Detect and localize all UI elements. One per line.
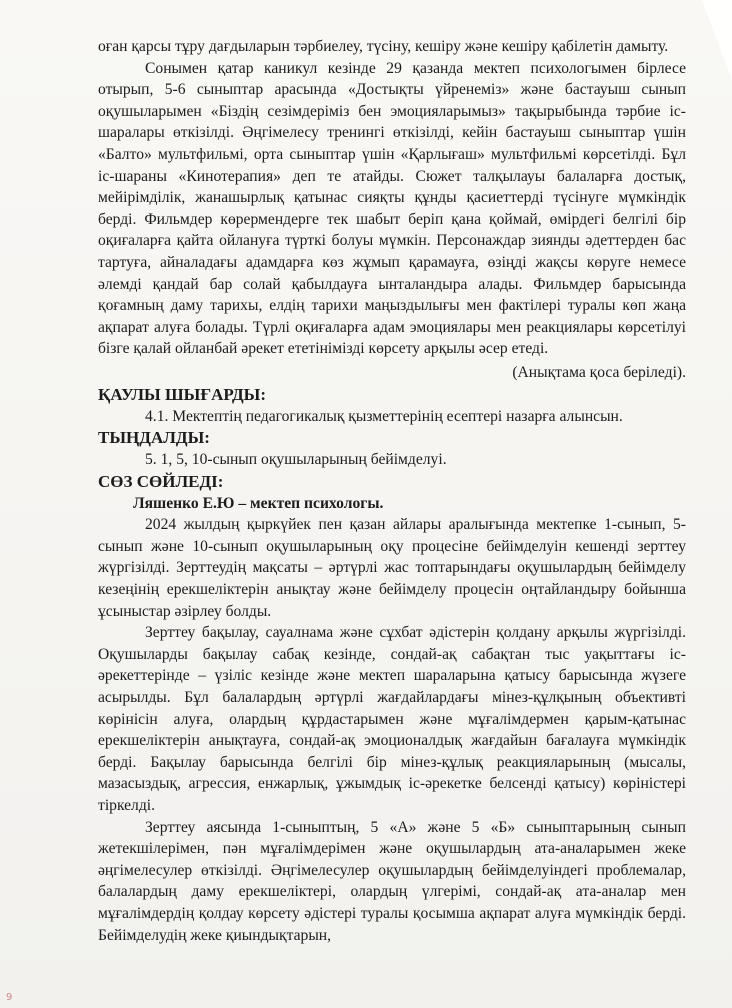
paragraph-interviews: Зерттеу аясында 1-сыныптың, 5 «А» және 5 «Б» сыныптарының сынып жетекшілерімен, пән мұғалімдерімен және оқушылардың ата-аналарымен жеке әңгімелесулер өткізілді. Әңгімелесулер оқушылардың бейімделуіндегі проблемалар, балалардың даму ерекшеліктері, олардың үлгерімі, сондай-ақ ата-аналар мен мұғалімдердің қолдау көрсету әдістері туралы қосымша ақпарат алуға мүмкіндік берді. Бейімделудің жеке қиындықтарын, xyxy=(98,818,686,944)
paragraph-study: 2024 жылдың қыркүйек пен қазан айлары аралығында мектепке 1-сынып, 5-сынып және 10-сынып оқушыларының оқу процесіне бейімделуін кешенді зерттеу жүргізілді. Зерттеудің мақсаты – әртүрлі жас топтарындағы оқушылардың бейімделу кезеңінің ерекшеліктерін анықтау және бейімделу процесін оңтайландыру бойынша ұсыныстар әзірлеу болды. xyxy=(98,516,686,620)
document-body xyxy=(98,36,686,946)
speaker-name: Ляшенко Е.Ю – мектеп психологы. xyxy=(133,494,384,512)
page-corner-fold xyxy=(702,0,732,80)
decision-item-4-1: 4.1. Мектептің педагогикалық қызметтерінің есептері назарға алынсын. xyxy=(145,407,623,425)
margin-mark: 9 xyxy=(6,992,13,1003)
agenda-item-5: 5. 1, 5, 10-сынып оқушыларының бейімделуі. xyxy=(145,451,447,469)
heading-listened: ТЫҢДАЛДЫ: xyxy=(98,428,210,448)
attachment-note: (Анықтама қоса беріледі). xyxy=(512,363,686,381)
heading-spoke: СӨЗ СӨЙЛЕДІ: xyxy=(98,471,224,491)
heading-decided: ҚАУЛЫ ШЫҒАРДЫ: xyxy=(98,384,267,404)
paragraph-methods: Зерттеу бақылау, сауалнама және сұхбат әдістерін қолдану арқылы жүргізілді. Оқушыларды бақылау сабақ кезінде, сондай-ақ сабақтан тыс уақыттағы іс-әрекеттерінде – үзіліс кезінде және мектеп шараларына қатысу барысында жүзеге асырылды. Бұл балалардың әртүрлі жағдайлардағы мінез-құлқының объективті көрінісін алуға, олардың құрдастарымен және мұғалімдермен қарым-қатынас ерекшеліктерін анықтауға, сондай-ақ эмоционалдық жағдайын бағалауға мүмкіндік берді. Бақылау барысында белгілі бір мінез-құлық реакцияларының (мысалы, мазасыздық, агрессия, енжарлық, ұжымдық іс-әрекетке белсенді қатысу) көріністері тіркелді. xyxy=(98,624,686,814)
paragraph-events: Сонымен қатар каникул кезінде 29 қазанда мектеп психологымен бірлесе отырып, 5-6 сыныптар арасында «Достықты үйренеміз» және бастауыш сынып оқушыларымен «Біздің сезімдеріміз бен эмоцияларымыз» тақырыбында тәрбие іс-шаралары өткізілді. Әңгімелесу тренингі өткізілді, кейін бастауыш сыныптар үшін «Балто» мультфильмі, орта сыныптар үшін «Қарлығаш» мультфильмі көрсетілді. Бұл іс-шараны «Кинотерапия» деп те атайды. Сюжет талқылауы балаларға достық, мейірімділік, жанашырлық қатынас сияқты құнды қасиеттерді түсінуге мүмкіндік берді. Фильмдер көрермендерге тек шабыт беріп қана қоймай, өмірдегі белгілі бір оқиғаларға қайта ойлануға түрткі болуы мүмкін. Персонаждар зиянды әдеттерден бас тартуға, айналадағы адамдарға көз жұмып қарамауға, өзіңді жақсы көруге немесе әлемді қандай бар солай қабылдауға ынталандыра алады. Фильмдер барысында қоғамның даму тарихы, елдің тарихи маңыздылығы мен фактілері туралы көп жаңа ақпарат алуға болады. Түрлі оқиғаларға адам эмоциялары мен реакциялары көрсетілуі бізге қалай ойланбай әрекет ететінімізді көрсету арқылы әсер етеді. xyxy=(98,59,686,358)
text-line-continuation: оған қарсы тұру дағдыларын тәрбиелеу, түсіну, кешіру және кешіру қабілетін дамыту. xyxy=(98,38,669,55)
